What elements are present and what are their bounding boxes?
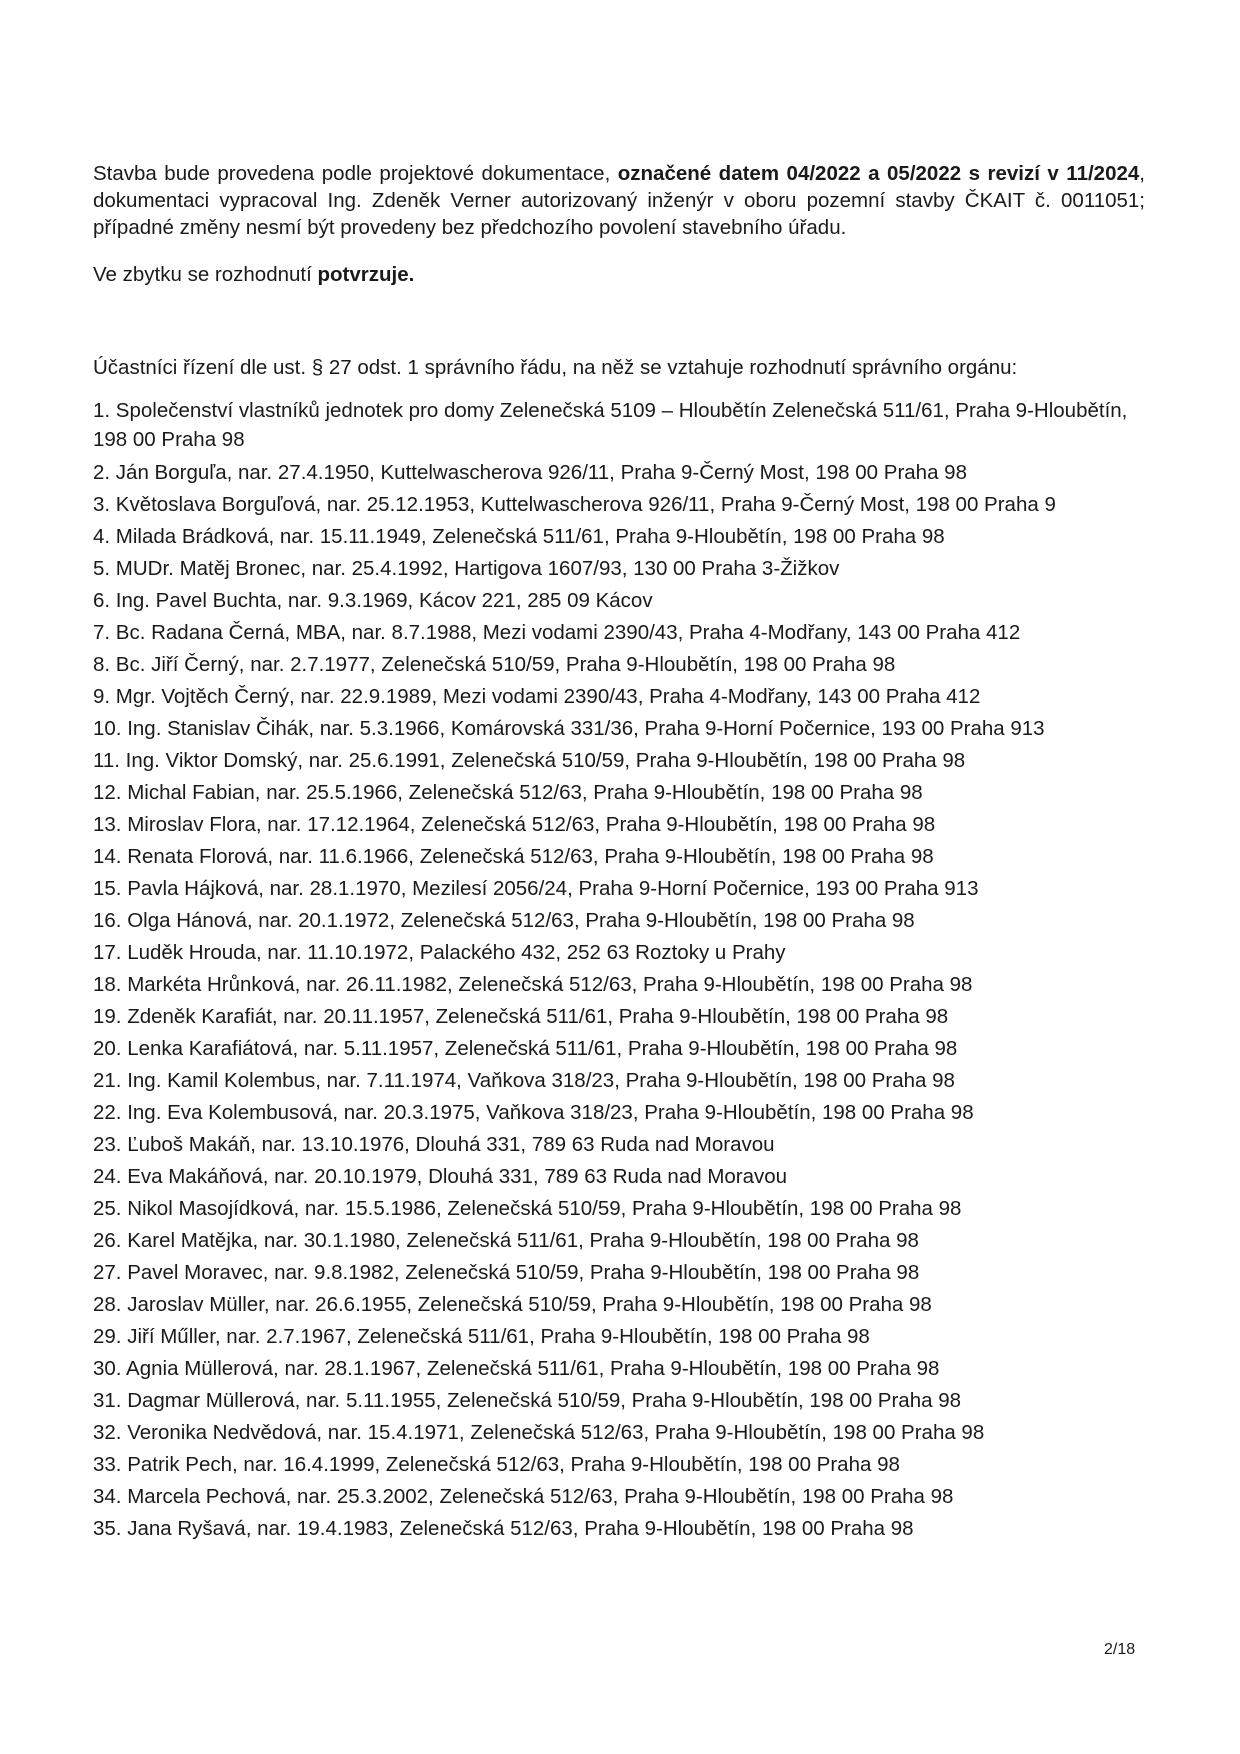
list-item: 30. Agnia Müllerová, nar. 28.1.1967, Zelenečská 511/61, Praha 9-Hloubětín, 198 00 Praha 98 — [93, 1357, 940, 1380]
list-item: 8. Bc. Jiří Černý, nar. 2.7.1977, Zelenečská 510/59, Praha 9-Hloubětín, 198 00 Praha 98 — [93, 653, 896, 676]
list-item: 23. Ľuboš Makáň, nar. 13.10.1976, Dlouhá 331, 789 63 Ruda nad Moravou — [93, 1133, 775, 1156]
list-item: 7. Bc. Radana Černá, MBA, nar. 8.7.1988, Mezi vodami 2390/43, Praha 4-Modřany, 143 00 Praha 412 — [93, 621, 1021, 644]
list-item: 18. Markéta Hrůnková, nar. 26.11.1982, Zelenečská 512/63, Praha 9-Hloubětín, 198 00 Praha 98 — [93, 973, 973, 996]
list-item: 35. Jana Ryšavá, nar. 19.4.1983, Zelenečská 512/63, Praha 9-Hloubětín, 198 00 Praha 98 — [93, 1517, 914, 1540]
participants-heading: Účastníci řízení dle ust. § 27 odst. 1 správního řádu, na něž se vztahuje rozhodnutí správního orgánu: — [93, 356, 1018, 379]
list-item: 32. Veronika Nedvědová, nar. 15.4.1971, Zelenečská 512/63, Praha 9-Hloubětín, 198 00 Praha 98 — [93, 1421, 985, 1444]
list-item: 13. Miroslav Flora, nar. 17.12.1964, Zelenečská 512/63, Praha 9-Hloubětín, 198 00 Praha 98 — [93, 813, 936, 836]
list-item: 5. MUDr. Matěj Bronec, nar. 25.4.1992, Hartigova 1607/93, 130 00 Praha 3-Žižkov — [93, 557, 840, 580]
participants-list — [93, 396, 1153, 1545]
list-item: 20. Lenka Karafiátová, nar. 5.11.1957, Zelenečská 511/61, Praha 9-Hloubětín, 198 00 Praha 98 — [93, 1037, 958, 1060]
confirm-paragraph — [93, 261, 414, 288]
list-item: 33. Patrik Pech, nar. 16.4.1999, Zelenečská 512/63, Praha 9-Hloubětín, 198 00 Praha 98 — [93, 1453, 900, 1476]
page-number: 2/18 — [1104, 1641, 1136, 1658]
confirm-text: Ve zbytku se rozhodnutí — [93, 263, 318, 286]
confirm-bold-text: potvrzuje. — [317, 263, 415, 286]
intro-text-end: , dokumentaci vypracoval Ing. Zdeněk Verner autorizovaný inženýr v oboru pozemní stavby ČKAIT č. 0011051; případné změny nesmí být provedeny bez předchozího povolení stavebního úřadu. — [93, 162, 1145, 239]
list-item: 1. Společenství vlastníků jednotek pro domy Zelenečská 5109 – Hloubětín Zelenečská 511/61, Praha 9-Hloubětín, 198 00 Praha 98 — [93, 399, 1128, 451]
list-item: 27. Pavel Moravec, nar. 9.8.1982, Zelenečská 510/59, Praha 9-Hloubětín, 198 00 Praha 98 — [93, 1261, 920, 1284]
list-item: 12. Michal Fabian, nar. 25.5.1966, Zelenečská 512/63, Praha 9-Hloubětín, 198 00 Praha 98 — [93, 781, 923, 804]
list-item: 9. Mgr. Vojtěch Černý, nar. 22.9.1989, Mezi vodami 2390/43, Praha 4-Modřany, 143 00 Praha 412 — [93, 685, 981, 708]
list-item: 4. Milada Brádková, nar. 15.11.1949, Zelenečská 511/61, Praha 9-Hloubětín, 198 00 Praha 98 — [93, 525, 945, 548]
list-item: 6. Ing. Pavel Buchta, nar. 9.3.1969, Kácov 221, 285 09 Kácov — [93, 589, 653, 612]
list-item: 25. Nikol Masojídková, nar. 15.5.1986, Zelenečská 510/59, Praha 9-Hloubětín, 198 00 Praha 98 — [93, 1197, 962, 1220]
list-item: 10. Ing. Stanislav Čihák, nar. 5.3.1966, Komárovská 331/36, Praha 9-Horní Počernice, 193 00 Praha 913 — [93, 717, 1045, 740]
list-item: 34. Marcela Pechová, nar. 25.3.2002, Zelenečská 512/63, Praha 9-Hloubětín, 198 00 Praha 98 — [93, 1485, 954, 1508]
list-item: 29. Jiří Műller, nar. 2.7.1967, Zelenečská 511/61, Praha 9-Hloubětín, 198 00 Praha 98 — [93, 1325, 870, 1348]
list-item: 26. Karel Matějka, nar. 30.1.1980, Zelenečská 511/61, Praha 9-Hloubětín, 198 00 Praha 98 — [93, 1229, 919, 1252]
list-item: 16. Olga Hánová, nar. 20.1.1972, Zelenečská 512/63, Praha 9-Hloubětín, 198 00 Praha 98 — [93, 909, 915, 932]
list-item: 14. Renata Florová, nar. 11.6.1966, Zelenečská 512/63, Praha 9-Hloubětín, 198 00 Praha 98 — [93, 845, 934, 868]
intro-text-start: Stavba bude provedena podle projektové dokumentace, — [93, 162, 618, 185]
list-item: 2. Ján Borguľa, nar. 27.4.1950, Kuttelwascherova 926/11, Praha 9-Černý Most, 198 00 Praha 98 — [93, 461, 967, 484]
list-item: 21. Ing. Kamil Kolembus, nar. 7.11.1974, Vaňkova 318/23, Praha 9-Hloubětín, 198 00 Praha 98 — [93, 1069, 955, 1092]
list-item: 3. Květoslava Borguľová, nar. 25.12.1953, Kuttelwascherova 926/11, Praha 9-Černý Most, 198 00 Praha 9 — [93, 493, 1056, 516]
intro-paragraph — [93, 160, 1145, 241]
list-item: 11. Ing. Viktor Domský, nar. 25.6.1991, Zelenečská 510/59, Praha 9-Hloubětín, 198 00 Praha 98 — [93, 749, 966, 772]
list-item: 15. Pavla Hájková, nar. 28.1.1970, Mezilesí 2056/24, Praha 9-Horní Počernice, 193 00 Praha 913 — [93, 877, 979, 900]
list-item: 22. Ing. Eva Kolembusová, nar. 20.3.1975, Vaňkova 318/23, Praha 9-Hloubětín, 198 00 Praha 98 — [93, 1101, 974, 1124]
list-item: 19. Zdeněk Karafiát, nar. 20.11.1957, Zelenečská 511/61, Praha 9-Hloubětín, 198 00 Praha 98 — [93, 1005, 949, 1028]
intro-bold-text: označené datem 04/2022 a 05/2022 s revizí v 11/2024 — [617, 162, 1140, 185]
list-item: 24. Eva Makáňová, nar. 20.10.1979, Dlouhá 331, 789 63 Ruda nad Moravou — [93, 1165, 788, 1188]
list-item: 31. Dagmar Müllerová, nar. 5.11.1955, Zelenečská 510/59, Praha 9-Hloubětín, 198 00 Praha 98 — [93, 1389, 962, 1412]
list-item: 17. Luděk Hrouda, nar. 11.10.1972, Palackého 432, 252 63 Roztoky u Prahy — [93, 941, 786, 964]
list-item: 28. Jaroslav Müller, nar. 26.6.1955, Zelenečská 510/59, Praha 9-Hloubětín, 198 00 Praha 98 — [93, 1293, 932, 1316]
